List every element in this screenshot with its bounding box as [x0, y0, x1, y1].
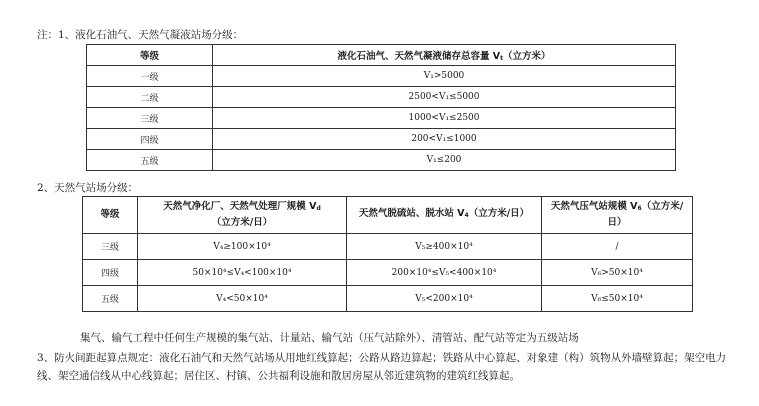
header-grade: 等级 [87, 45, 213, 66]
desulfurization-cell: V₅≥400×10⁴ [347, 234, 542, 260]
desulfurization-cell: V₅<200×10⁴ [347, 286, 542, 312]
table-row [87, 66, 676, 87]
lpg-grading-table [86, 44, 676, 171]
desulfurization-cell: 200×10⁴≤V₅<400×10⁴ [347, 260, 542, 286]
compressor-cell: V₆>50×10⁴ [542, 260, 693, 286]
plant-scale-cell: 50×10⁴≤V₄<100×10⁴ [138, 260, 347, 286]
note-1-heading: 注：1、液化石油气、天然气凝液站场分级： [37, 29, 244, 41]
note-3-line-2: 线、架空通信线从中心线算起；居住区、村镇、公共福利设施和散居房屋从邻近建筑物的建筑红线算起。 [37, 370, 520, 382]
note-2-heading: 2、天然气站场分级： [37, 182, 139, 194]
grade-cell: 一级 [87, 66, 213, 87]
note-3-line-1: 3、防火间距起算点规定：液化石油气和天然气站场从用地红线算起；公路从路边算起；铁路从中心算起、对象建（构）筑物从外墙壁算起；架空电力 [37, 352, 727, 364]
table-row [87, 87, 676, 108]
fifth-grade-note: 集气、输气工程中任何生产规模的集气站、计量站、输气站（压气站除外）、清管站、配气站等定为五级站场 [80, 332, 579, 344]
header-plant-scale: 天然气净化厂、天然气处理厂规模 $V_d$ （立方米/日） [138, 197, 347, 234]
table-header-row [87, 45, 676, 66]
compressor-cell: V₆≤50×10⁴ [542, 286, 693, 312]
grade-cell: 五级 [83, 286, 138, 312]
header-grade: 等级 [83, 197, 138, 234]
grade-cell: 二级 [87, 87, 213, 108]
header-compressor: 天然气压气站规模 $V_6$（立方米/日） [542, 197, 693, 234]
table-row [83, 286, 693, 312]
capacity-cell: V₁>5000 [213, 66, 676, 87]
gas-station-grading-table [82, 196, 693, 312]
compressor-cell: / [542, 234, 693, 260]
grade-cell: 三级 [87, 108, 213, 129]
table-header-row [83, 197, 693, 234]
table-row [83, 234, 693, 260]
grade-cell: 四级 [87, 129, 213, 150]
header-desulfurization: 天然气脱硫站、脱水站 $V_4$（立方米/日） [347, 197, 542, 234]
table-row [83, 260, 693, 286]
capacity-cell: 1000<V₁≤2500 [213, 108, 676, 129]
capacity-cell: V₁≤200 [213, 150, 676, 171]
grade-cell: 三级 [83, 234, 138, 260]
table-row [87, 150, 676, 171]
table-row [87, 129, 676, 150]
grade-cell: 五级 [87, 150, 213, 171]
plant-scale-cell: V₄≥100×10⁴ [138, 234, 347, 260]
grade-cell: 四级 [83, 260, 138, 286]
table-row [87, 108, 676, 129]
capacity-cell: 200<V₁≤1000 [213, 129, 676, 150]
capacity-cell: 2500<V₁≤5000 [213, 87, 676, 108]
plant-scale-cell: V₄<50×10⁴ [138, 286, 347, 312]
header-capacity: 液化石油气、天然气凝液储存总容量 $V_t$（立方米） [213, 45, 676, 66]
